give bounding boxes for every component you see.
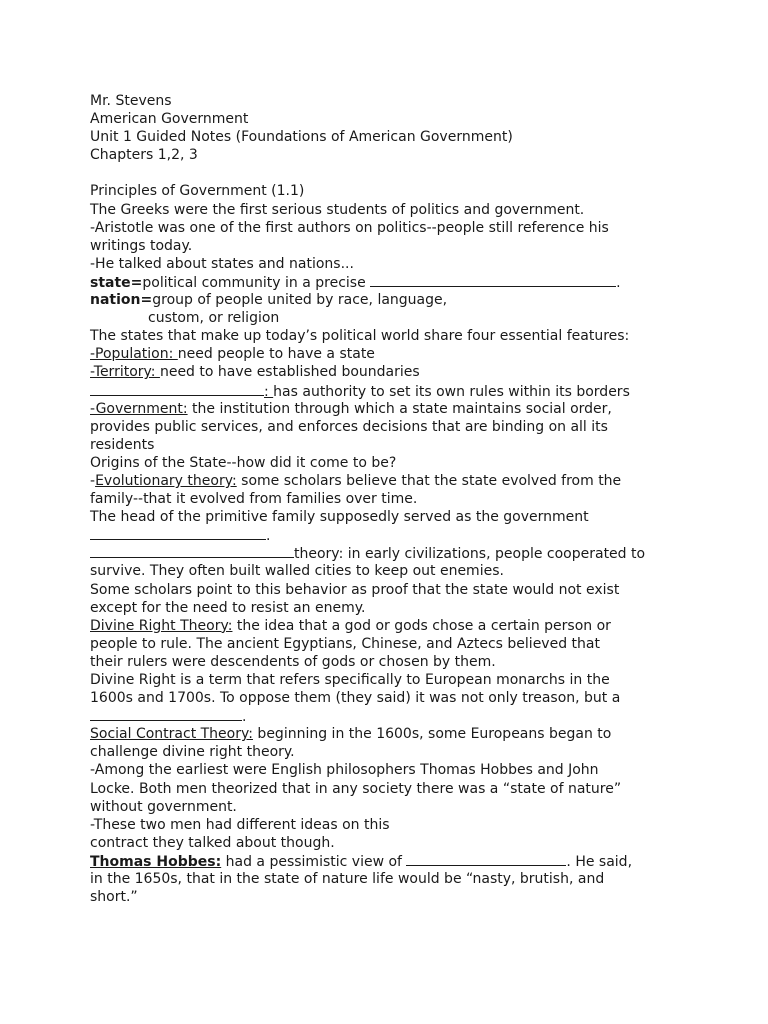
note-text: . He said,	[566, 853, 633, 870]
note-line	[90, 635, 700, 653]
note-text: group of people united by race, language,	[152, 292, 448, 309]
note-line	[90, 508, 700, 526]
note-text: need people to have a state	[177, 346, 375, 363]
note-text: residents	[90, 436, 155, 453]
note-line	[90, 490, 700, 508]
note-text: nation=	[90, 292, 153, 309]
note-line	[90, 363, 700, 381]
note-text: Thomas Hobbes:	[90, 853, 222, 870]
note-line	[90, 761, 700, 779]
chapters-line: Chapters 1,2, 3	[90, 147, 198, 164]
note-line	[90, 454, 700, 472]
note-text: -These two men had different ideas on this	[90, 816, 390, 833]
note-line	[90, 382, 700, 400]
note-text: Divine Right Theory:	[90, 617, 233, 634]
fill-in-blank	[90, 544, 294, 558]
fill-in-blank	[370, 273, 616, 287]
note-text: 1600s and 1700s. To oppose them (they said) it was not only treason, but a	[90, 690, 621, 707]
note-text: state=	[90, 274, 143, 291]
note-line	[90, 309, 700, 327]
note-line	[90, 526, 700, 544]
note-line	[90, 255, 700, 273]
course-title: American Government	[90, 111, 249, 128]
note-text: Divine Right is a term that refers specifically to European monarchs in the	[90, 672, 610, 688]
note-text: :	[264, 383, 274, 400]
note-line	[90, 707, 700, 725]
note-line	[90, 725, 700, 743]
note-text: .	[266, 528, 271, 545]
note-text: -Government:	[90, 400, 188, 417]
fill-in-blank	[90, 382, 264, 396]
note-line	[90, 689, 700, 707]
note-line	[90, 852, 700, 870]
note-text: contract they talked about though.	[90, 834, 335, 851]
note-text: The states that make up today’s political world share four essential features:	[90, 328, 630, 345]
note-text: family--that it evolved from families over time.	[90, 491, 418, 508]
note-text: has authority to set its own rules within its borders	[273, 383, 630, 400]
note-line	[90, 834, 700, 852]
note-text: need to have established boundaries	[159, 364, 420, 381]
note-line	[90, 291, 700, 309]
note-line	[90, 581, 700, 599]
note-line	[90, 599, 700, 617]
note-line	[90, 400, 700, 418]
note-line	[90, 798, 700, 816]
note-line	[90, 472, 700, 490]
note-text: -Aristotle was one of the first authors on politics--people still reference his	[90, 219, 609, 236]
note-text: the institution through which a state maintains social order,	[187, 400, 612, 417]
blank-line	[90, 164, 700, 182]
note-text: provides public services, and enforces decisions that are binding on all its	[90, 418, 608, 435]
note-text: except for the need to resist an enemy.	[90, 599, 366, 616]
note-line	[90, 743, 700, 761]
note-text: their rulers were descendents of gods or chosen by them.	[90, 653, 496, 670]
note-text: The Greeks were the first serious students of politics and government.	[90, 201, 585, 218]
note-text: Evolutionary theory:	[95, 472, 237, 489]
note-text: short.”	[90, 889, 138, 906]
note-text: Locke. Both men theorized that in any society there was a “state of nature”	[90, 780, 622, 797]
note-text: Some scholars point to this behavior as proof that the state would not exist	[90, 581, 620, 598]
note-line	[90, 201, 700, 219]
note-line	[90, 617, 700, 635]
note-text: Social Contract Theory:	[90, 726, 253, 743]
note-text: .	[616, 274, 621, 291]
note-line	[90, 870, 700, 888]
note-text: -Among the earliest were English philosophers Thomas Hobbes and John	[90, 762, 599, 779]
note-line	[90, 219, 700, 237]
note-text: -	[90, 472, 96, 489]
note-text: had a pessimistic view of	[221, 853, 407, 870]
note-text: challenge divine right theory.	[90, 744, 295, 761]
note-line	[90, 418, 700, 436]
note-line	[90, 562, 700, 580]
note-text: without government.	[90, 798, 237, 815]
note-text: Origins of the State--how did it come to be?	[90, 454, 397, 471]
note-line	[90, 345, 700, 363]
note-line	[90, 436, 700, 454]
notes-body	[90, 182, 700, 906]
note-text: theory: in early civilizations, people cooperated to	[294, 546, 646, 563]
note-text: Principles of Government (1.1)	[90, 183, 305, 200]
note-line	[90, 888, 700, 906]
note-line	[90, 237, 700, 255]
note-text: .	[242, 709, 247, 726]
fill-in-blank	[90, 707, 242, 721]
note-line	[90, 780, 700, 798]
note-text: the idea that a god or gods chose a certain person or	[232, 617, 611, 634]
note-text: -Territory:	[90, 364, 160, 381]
note-text: writings today.	[90, 237, 193, 254]
note-text: beginning in the 1600s, some Europeans began to	[252, 726, 612, 743]
note-text: people to rule. The ancient Egyptians, Chinese, and Aztecs believed that	[90, 635, 600, 652]
fill-in-blank	[406, 852, 566, 866]
note-text: The head of the primitive family supposedly served as the government	[90, 509, 589, 526]
fill-in-blank	[90, 526, 266, 540]
guided-notes-page	[90, 92, 700, 906]
note-line	[90, 544, 700, 562]
note-text: -Population:	[90, 346, 178, 363]
note-line	[90, 816, 700, 834]
teacher-name: Mr. Stevens	[90, 93, 172, 109]
note-text: political community in a precise	[142, 274, 371, 291]
note-line	[90, 327, 700, 345]
note-text: in the 1650s, that in the state of nature life would be “nasty, brutish, and	[90, 871, 605, 888]
note-text: some scholars believe that the state evolved from the	[236, 472, 622, 489]
unit-title: Unit 1 Guided Notes (Foundations of American Government)	[90, 129, 513, 146]
note-line	[90, 182, 700, 200]
note-text: survive. They often built walled cities to keep out enemies.	[90, 563, 504, 580]
note-line	[90, 671, 700, 689]
note-line	[90, 273, 700, 291]
note-text: -He talked about states and nations...	[90, 255, 354, 272]
note-line	[90, 653, 700, 671]
note-text: custom, or religion	[148, 310, 280, 327]
